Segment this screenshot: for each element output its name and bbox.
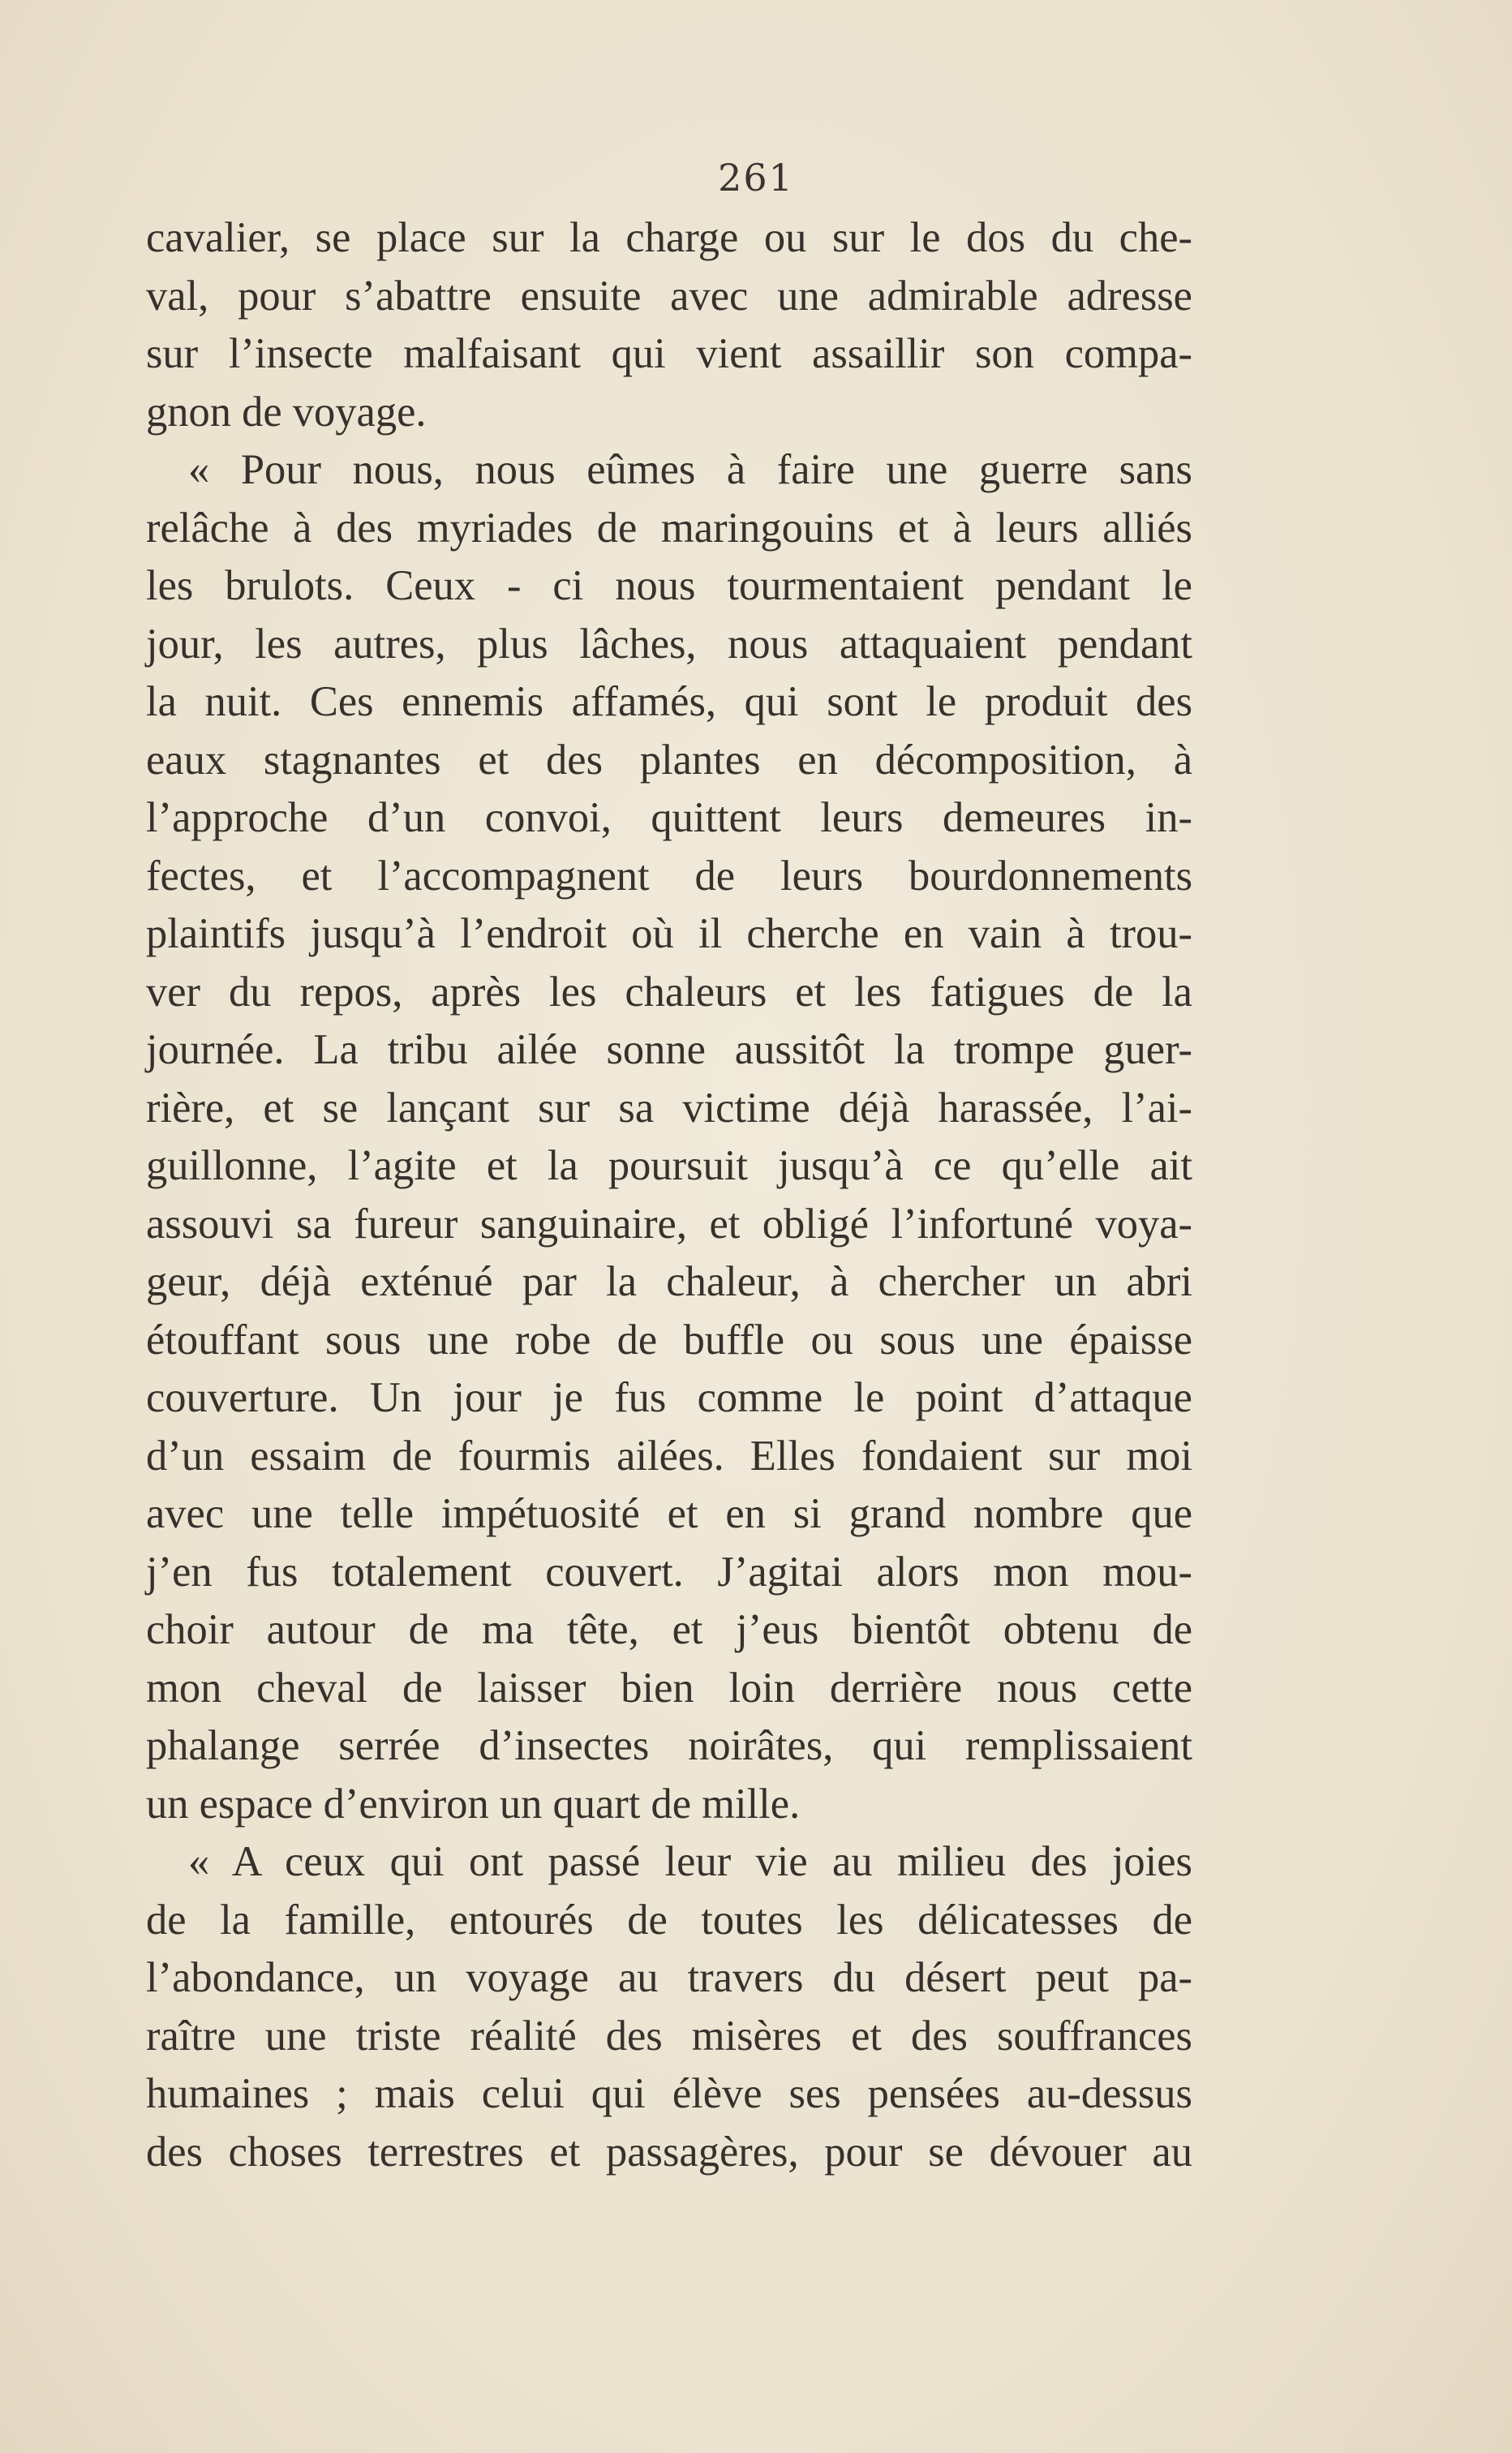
- text-line: étouffant sous une robe de buffle ou sous une épaisse: [146, 1316, 1192, 1364]
- text-line: de la famille, entourés de toutes les délicatesses de: [146, 1896, 1192, 1944]
- text-line: avec une telle impétuosité et en si grand nombre que: [146, 1490, 1192, 1537]
- body-text: [146, 209, 1192, 2181]
- text-line: cavalier, se place sur la charge ou sur le dos du che-: [146, 214, 1192, 261]
- text-line: guillonne, l’agite et la poursuit jusqu’à ce qu’elle ait: [146, 1142, 1192, 1189]
- text-line: assouvi sa fureur sanguinaire, et obligé l’infortuné voya-: [146, 1200, 1192, 1248]
- text-line: jour, les autres, plus lâches, nous attaquaient pendant: [146, 620, 1192, 668]
- text-line: phalange serrée d’insectes noirâtes, qui remplissaient: [146, 1722, 1192, 1769]
- text-line: mon cheval de laisser bien loin derrière nous cette: [146, 1664, 1192, 1712]
- text-line: les brulots. Ceux - ci nous tourmentaient pendant le: [146, 562, 1192, 609]
- text-line: « Pour nous, nous eûmes à faire une guerre sans: [188, 446, 1192, 493]
- text-line: gnon de voyage.: [146, 388, 427, 436]
- text-line: geur, déjà exténué par la chaleur, à chercher un abri: [146, 1258, 1192, 1305]
- text-line: couverture. Un jour je fus comme le point d’attaque: [146, 1374, 1192, 1421]
- text-line: l’abondance, un voyage au travers du désert peut pa-: [146, 1954, 1192, 2001]
- text-line: ver du repos, après les chaleurs et les fatigues de la: [146, 968, 1192, 1016]
- text-line: j’en fus totalement couvert. J’agitai alors mon mou-: [146, 1548, 1192, 1596]
- text-line: des choses terrestres et passagères, pour se dévouer au: [146, 2128, 1192, 2176]
- text-line: la nuit. Ces ennemis affamés, qui sont le produit des: [146, 678, 1192, 725]
- text-line: relâche à des myriades de maringouins et à leurs alliés: [146, 504, 1192, 552]
- text-line: humaines ; mais celui qui élève ses pensées au-dessus: [146, 2070, 1192, 2117]
- text-line: eaux stagnantes et des plantes en décomposition, à: [146, 736, 1192, 784]
- text-line: fectes, et l’accompagnent de leurs bourdonnements: [146, 852, 1192, 900]
- text-line: sur l’insecte malfaisant qui vient assaillir son compa-: [146, 330, 1192, 377]
- page-number: 261: [718, 156, 794, 200]
- text-line: d’un essaim de fourmis ailées. Elles fondaient sur moi: [146, 1432, 1192, 1480]
- text-line: val, pour s’abattre ensuite avec une admirable adresse: [146, 272, 1192, 320]
- text-line: journée. La tribu ailée sonne aussitôt la trompe guer-: [146, 1026, 1192, 1073]
- text-line: un espace d’environ un quart de mille.: [146, 1780, 801, 1828]
- text-line: « A ceux qui ont passé leur vie au milieu des joies: [188, 1838, 1192, 1885]
- text-line: l’approche d’un convoi, quittent leurs demeures in-: [146, 794, 1192, 841]
- text-line: plaintifs jusqu’à l’endroit où il cherche en vain à trou-: [146, 910, 1192, 957]
- text-line: raître une triste réalité des misères et des souffrances: [146, 2012, 1192, 2060]
- text-line: rière, et se lançant sur sa victime déjà harassée, l’ai-: [146, 1084, 1192, 1132]
- text-line: choir autour de ma tête, et j’eus bientôt obtenu de: [146, 1606, 1192, 1653]
